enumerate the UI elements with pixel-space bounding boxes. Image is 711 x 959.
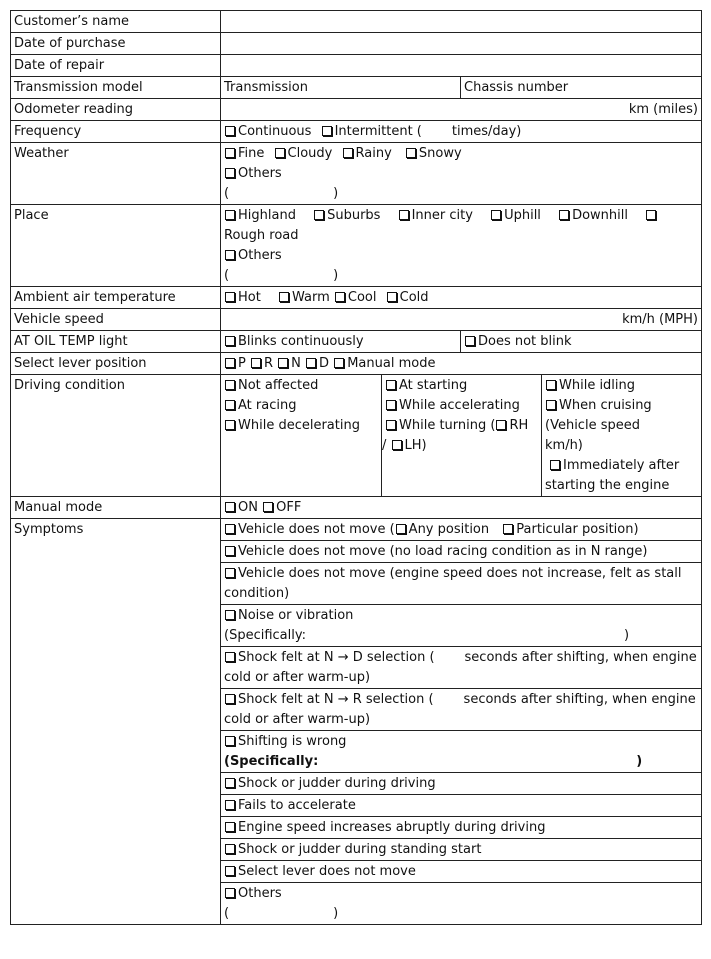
option-off: OFF (276, 500, 302, 515)
speed-unit: km/h (MPH) (622, 312, 698, 327)
checkbox-lh[interactable] (392, 440, 402, 450)
checkbox-downhill[interactable] (559, 210, 569, 220)
label-manual-mode: Manual mode (11, 497, 221, 519)
s4-close: ) (624, 628, 630, 643)
row-repair (11, 55, 702, 77)
driving-col-3 (542, 375, 701, 496)
option-suburbs: Suburbs (327, 208, 381, 223)
label-customer: Customer’s name (11, 11, 221, 33)
label-driving: Driving condition (11, 375, 221, 497)
option-rough-road: Rough road (224, 228, 299, 243)
symptom-6 (221, 689, 702, 731)
checkbox-inner-city[interactable] (399, 210, 409, 220)
option-snowy: Snowy (418, 146, 462, 161)
s6-text: Shock felt at N → R selection ( (238, 692, 434, 707)
symptom-9 (221, 795, 702, 817)
row-place (11, 205, 702, 287)
customer-name-field[interactable] (221, 11, 702, 33)
weather-others-open: ( (224, 186, 230, 201)
chassis-field[interactable]: Chassis number (461, 77, 702, 99)
checkbox-s10[interactable] (225, 822, 235, 832)
s13-close: ) (333, 906, 339, 921)
checkbox-d[interactable] (306, 358, 316, 368)
manual-mode-options (221, 497, 702, 519)
option-continuous: Continuous (238, 124, 312, 139)
symptom-7 (221, 731, 702, 773)
option-rh: RH (509, 418, 529, 433)
option-rainy: Rainy (355, 146, 392, 161)
symptom-3 (221, 563, 702, 605)
option-hot: Hot (238, 290, 261, 305)
option-weather-others: Others (238, 166, 282, 181)
s4-text: Noise or vibration (238, 608, 354, 623)
checkbox-s11[interactable] (225, 844, 235, 854)
checkbox-s12[interactable] (225, 866, 235, 876)
s1-any: Any position (408, 522, 490, 537)
symptom-12 (221, 861, 702, 883)
checkbox-s5[interactable] (225, 652, 235, 662)
option-not-blink: Does not blink (478, 334, 572, 349)
s10-text: Engine speed increases abruptly during driving (238, 820, 546, 835)
s5-text: Shock felt at N → D selection ( (238, 650, 435, 665)
checkbox-cool[interactable] (335, 292, 345, 302)
checkbox-place-others[interactable] (225, 250, 235, 260)
checkbox-r[interactable] (251, 358, 261, 368)
checkbox-s1[interactable] (225, 524, 235, 534)
checkbox-s9[interactable] (225, 800, 235, 810)
place-others-open: ( (224, 268, 230, 283)
row-ambient (11, 287, 702, 309)
row-speed (11, 309, 702, 331)
checkbox-s6[interactable] (225, 694, 235, 704)
option-at-racing: At racing (238, 398, 297, 413)
label-repair: Date of repair (11, 55, 221, 77)
lever-options (221, 353, 702, 375)
weather-options (221, 143, 702, 205)
option-while-accel: While accelerating (399, 398, 520, 413)
s11-text: Shock or judder during standing start (238, 842, 482, 857)
checkbox-at-starting[interactable] (386, 380, 396, 390)
cruising-speed-label: (Vehicle speed (545, 418, 640, 433)
s12-text: Select lever does not move (238, 864, 416, 879)
checkbox-n[interactable] (278, 358, 288, 368)
frequency-options (221, 121, 702, 143)
option-intermittent: Intermittent ( (334, 124, 422, 139)
row-select-lever (11, 353, 702, 375)
row-symptoms (11, 519, 702, 541)
checkbox-while-idling[interactable] (546, 380, 556, 390)
driving-options (221, 375, 702, 497)
row-purchase (11, 33, 702, 55)
s5-rest: seconds after shifting, when engine cold or after warm-up) (224, 650, 697, 685)
symptom-2 (221, 541, 702, 563)
row-odometer (11, 99, 702, 121)
s1-text: Vehicle does not move ( (238, 522, 395, 537)
checkbox-immediately[interactable] (550, 460, 560, 470)
symptom-5 (221, 647, 702, 689)
checkbox-fine[interactable] (225, 148, 235, 158)
checkbox-s7[interactable] (225, 736, 235, 746)
option-n: N (291, 356, 301, 371)
symptom-8 (221, 773, 702, 795)
option-lh: LH) (404, 438, 427, 453)
option-manual: Manual mode (347, 356, 436, 371)
checkbox-weather-others[interactable] (225, 168, 235, 178)
purchase-date-field[interactable] (221, 33, 702, 55)
label-purchase: Date of purchase (11, 33, 221, 55)
checkbox-off[interactable] (263, 502, 273, 512)
checkbox-continuous[interactable] (225, 126, 235, 136)
checkbox-while-turning[interactable] (386, 420, 396, 430)
checkbox-s8[interactable] (225, 778, 235, 788)
label-ambient: Ambient air temperature (11, 287, 221, 309)
checkbox-snowy[interactable] (406, 148, 416, 158)
option-place-others: Others (238, 248, 282, 263)
option-cloudy: Cloudy (287, 146, 333, 161)
option-highland: Highland (238, 208, 296, 223)
checkbox-suburbs[interactable] (314, 210, 324, 220)
driving-col-2 (382, 375, 542, 496)
oil-not-blink-cell (461, 331, 702, 353)
s1-particular: Particular position) (516, 522, 639, 537)
row-driving (11, 375, 702, 497)
option-fine: Fine (238, 146, 265, 161)
s4-specifically: (Specifically: (224, 628, 306, 643)
s3-text: Vehicle does not move (engine speed does not increase, felt as stall condition) (224, 566, 682, 601)
option-while-decel: While decelerating (238, 418, 360, 433)
checkbox-intermittent[interactable] (322, 126, 332, 136)
option-when-cruising: When cruising (559, 398, 652, 413)
label-select-lever: Select lever position (11, 353, 221, 375)
option-cold: Cold (399, 290, 429, 305)
row-customer (11, 11, 702, 33)
option-while-turning: While turning ( (399, 418, 496, 433)
checkbox-hot[interactable] (225, 292, 235, 302)
s7-specifically: (Specifically: (224, 754, 319, 769)
s2-text: Vehicle does not move (no load racing condition as in N range) (238, 544, 648, 559)
checkbox-while-accel[interactable] (386, 400, 396, 410)
place-others-close: ) (333, 268, 339, 283)
checkbox-rh[interactable] (496, 420, 506, 430)
transmission-field[interactable]: Transmission (221, 77, 461, 99)
checkbox-when-cruising[interactable] (546, 400, 556, 410)
option-on: ON (238, 500, 258, 515)
option-while-idling: While idling (559, 378, 636, 393)
symptom-11 (221, 839, 702, 861)
checkbox-rough-road[interactable] (646, 210, 656, 220)
s13-text: Others (238, 886, 282, 901)
option-d: D (319, 356, 330, 371)
checkbox-warm[interactable] (279, 292, 289, 302)
checkbox-rainy[interactable] (343, 148, 353, 158)
checkbox-highland[interactable] (225, 210, 235, 220)
odometer-field[interactable] (221, 99, 702, 121)
s7-close: ) (636, 754, 643, 769)
label-trans-model: Transmission model (11, 77, 221, 99)
option-blinks: Blinks continuously (238, 334, 364, 349)
row-manual-mode (11, 497, 702, 519)
checkbox-manual[interactable] (334, 358, 344, 368)
checkbox-s1-particular[interactable] (503, 524, 513, 534)
checkbox-uphill[interactable] (491, 210, 501, 220)
turning-slash: / (382, 438, 387, 453)
option-cool: Cool (347, 290, 377, 305)
option-downhill: Downhill (572, 208, 628, 223)
checkbox-at-racing[interactable] (225, 400, 235, 410)
repair-date-field[interactable] (221, 55, 702, 77)
checkbox-s2[interactable] (225, 546, 235, 556)
weather-others-close: ) (333, 186, 339, 201)
label-speed: Vehicle speed (11, 309, 221, 331)
checkbox-on[interactable] (225, 502, 235, 512)
option-warm: Warm (291, 290, 330, 305)
option-r: R (263, 356, 274, 371)
symptom-10 (221, 817, 702, 839)
checkbox-cloudy[interactable] (275, 148, 285, 158)
s7-text: Shifting is wrong (238, 734, 347, 749)
row-frequency (11, 121, 702, 143)
checkbox-not-affected[interactable] (225, 380, 235, 390)
option-p: P (238, 356, 246, 371)
times-day-label: times/day) (451, 124, 522, 139)
symptom-1 (221, 519, 702, 541)
checkbox-s4[interactable] (225, 610, 235, 620)
row-trans-model (11, 77, 702, 99)
symptom-4 (221, 605, 702, 647)
checkbox-while-decel[interactable] (225, 420, 235, 430)
driving-col-1 (221, 375, 382, 496)
ambient-options (221, 287, 702, 309)
row-oil-light (11, 331, 702, 353)
speed-field[interactable] (221, 309, 702, 331)
odometer-unit: km (miles) (628, 102, 698, 117)
checkbox-cold[interactable] (387, 292, 397, 302)
checkbox-s13[interactable] (225, 888, 235, 898)
s8-text: Shock or judder during driving (238, 776, 436, 791)
symptom-13 (221, 883, 702, 925)
option-at-starting: At starting (399, 378, 468, 393)
checkbox-s1-any[interactable] (396, 524, 406, 534)
place-options (221, 205, 702, 287)
row-weather (11, 143, 702, 205)
label-odometer: Odometer reading (11, 99, 221, 121)
checkbox-blinks[interactable] (225, 336, 235, 346)
checkbox-not-blink[interactable] (465, 336, 475, 346)
s6-rest: seconds after shifting, when engine cold or after warm-up) (224, 692, 696, 727)
worksheet-table (10, 10, 702, 925)
option-uphill: Uphill (504, 208, 541, 223)
checkbox-p[interactable] (225, 358, 235, 368)
option-not-affected: Not affected (238, 378, 319, 393)
label-frequency: Frequency (11, 121, 221, 143)
s9-text: Fails to accelerate (238, 798, 356, 813)
label-weather: Weather (11, 143, 221, 205)
diagnostic-worksheet (10, 10, 701, 925)
label-symptoms: Symptoms (11, 519, 221, 925)
label-place: Place (11, 205, 221, 287)
option-inner-city: Inner city (411, 208, 473, 223)
option-immediately: Immediately after starting the engine (545, 458, 680, 493)
checkbox-s3[interactable] (225, 568, 235, 578)
s13-open: ( (224, 906, 230, 921)
label-oil-light: AT OIL TEMP light (11, 331, 221, 353)
oil-blinks-cell (221, 331, 461, 353)
cruising-speed-unit: km/h) (545, 438, 583, 453)
